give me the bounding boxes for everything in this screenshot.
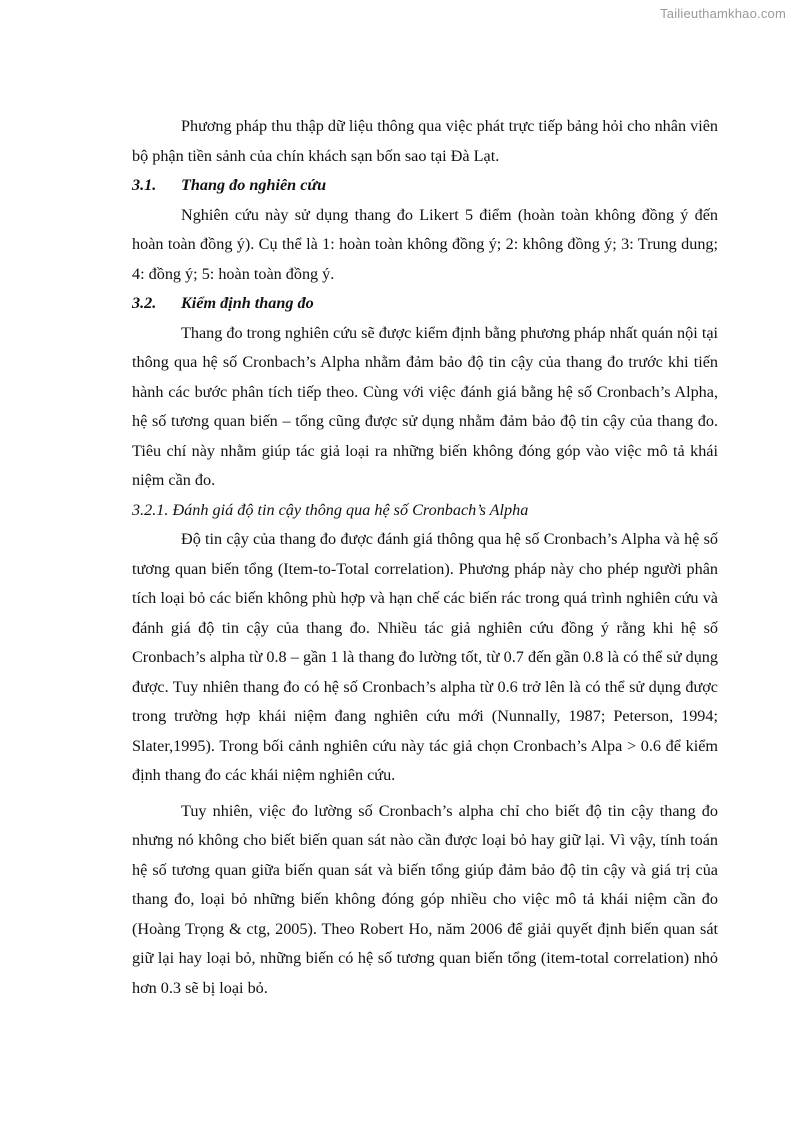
heading-3-2-title: Kiểm định thang đo [181, 294, 314, 312]
heading-3-2-number: 3.2. [132, 294, 157, 312]
heading-3-1-number: 3.1. [132, 176, 157, 194]
paragraph-intro: Phương pháp thu thập dữ liệu thông qua việc phát trực tiếp bảng hỏi cho nhân viên bộ phận tiền sảnh của chín khách sạn bốn sao tại Đà Lạt. [132, 117, 718, 165]
paragraph-reliability-1: Độ tin cậy của thang đo được đánh giá thông qua hệ số Cronbach’s Alpha và hệ số tương quan biến tổng (Item-to-Total correlation). Phương pháp này cho phép người phân tích loại bỏ các biến không phù hợp và hạn chế các biến rác trong quá trình nghiên cứu và đánh giá độ tin cậy của thang đo. Nhiều tác giả nghiên cứu đồng ý rằng khi hệ số Cronbach’s alpha từ 0.8 – gần 1 là thang đo lường tốt, từ 0.7 đến gần 0.8 là có thể sử dụng được. Tuy nhiên thang đo có hệ số Cronbach’s alpha từ 0.6 trở lên là có thể sử dụng được trong trường hợp khái niệm đang nghiên cứu mới (Nunnally, 1987; Peterson, 1994; Slater,1995). Trong bối cảnh nghiên cứu này tác giả chọn Cronbach’s Alpa > 0.6 để kiểm định thang đo các khái niệm nghiên cứu. [132, 530, 718, 784]
heading-3-1 [132, 171, 718, 201]
heading-3-2-1: 3.2.1. Đánh giá độ tin cậy thông qua hệ số Cronbach’s Alpha [132, 500, 529, 519]
heading-3-2 [132, 289, 718, 319]
watermark-text: Tailieuthamkhao.com [660, 6, 786, 21]
heading-3-1-title: Thang đo nghiên cứu [181, 176, 327, 194]
paragraph-testing: Thang đo trong nghiên cứu sẽ được kiểm định bằng phương pháp nhất quán nội tại thông qua hệ số Cronbach’s Alpha nhằm đảm bảo độ tin cậy của thang đo trước khi tiến hành các bước phân tích tiếp theo. Cùng với việc đánh giá bằng hệ số Cronbach’s Alpha, hệ số tương quan biến – tổng cũng được sử dụng nhằm đảm bảo độ tin cậy của thang đo. Tiêu chí này nhằm giúp tác giả loại ra những biến không đóng góp vào việc mô tả khái niệm cần đo. [132, 323, 718, 489]
document-body [132, 112, 718, 1003]
paragraph-reliability-2: Tuy nhiên, việc đo lường số Cronbach’s alpha chỉ cho biết độ tin cậy thang đo nhưng nó không cho biết biến quan sát nào cần được loại bỏ hay giữ lại. Vì vậy, tính toán hệ số tương quan giữa biến quan sát và biến tổng giúp đảm bảo độ tin cậy và giá trị của thang đo, loại bỏ những biến không đóng góp nhiều cho việc mô tả khái niệm cần đo (Hoàng Trọng & ctg, 2005). Theo Robert Ho, năm 2006 để giải quyết định biến quan sát giữ lại hay loại bỏ, những biến có hệ số tương quan biến tổng (item-total correlation) nhỏ hơn 0.3 sẽ bị loại bỏ. [132, 801, 718, 997]
paragraph-scale: Nghiên cứu này sử dụng thang đo Likert 5 điểm (hoàn toàn không đồng ý đến hoàn toàn đồng ý). Cụ thể là 1: hoàn toàn không đồng ý; 2: không đồng ý; 3: Trung dung; 4: đồng ý; 5: hoàn toàn đồng ý. [132, 205, 718, 283]
